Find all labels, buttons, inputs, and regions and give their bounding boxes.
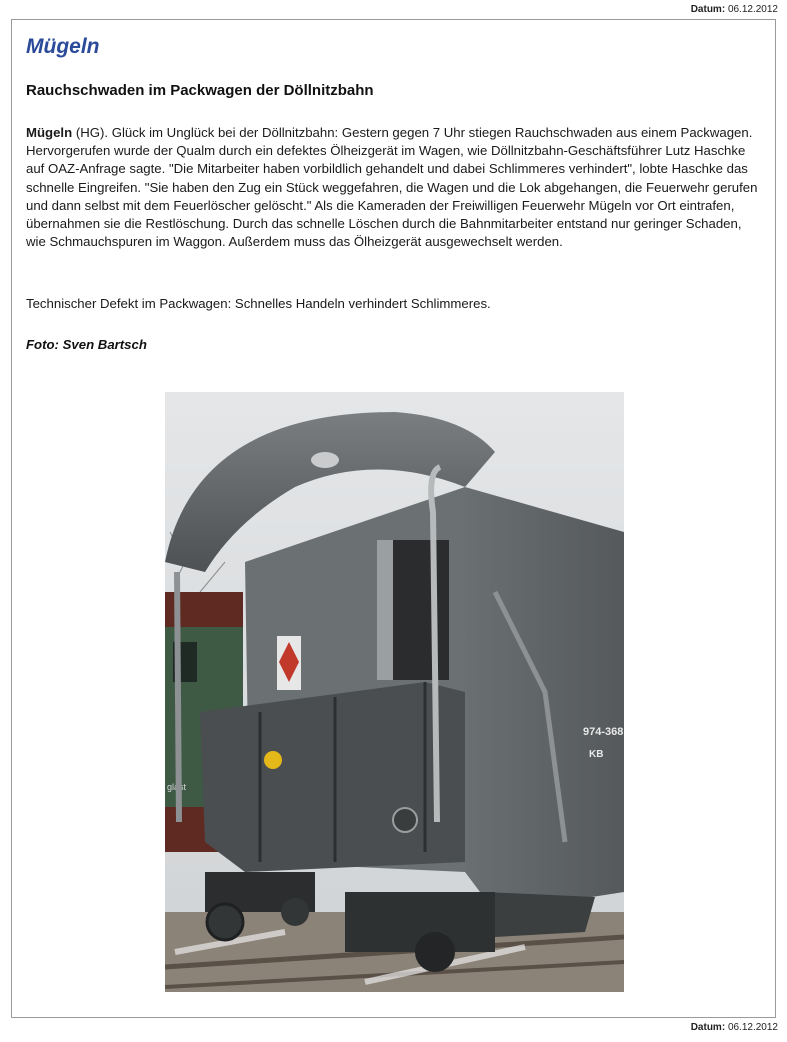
- adjacent-sign: glast: [167, 782, 187, 792]
- article-caption: Technischer Defekt im Packwagen: Schnelles Handeln verhindert Schlimmeres.: [26, 296, 491, 311]
- wagon-photo: [165, 392, 624, 992]
- yellow-valve: [264, 751, 282, 769]
- date-value: 06.12.2012: [727, 4, 778, 15]
- buffer: [207, 904, 243, 940]
- wheel: [415, 932, 455, 972]
- wagon-steps: [485, 892, 595, 937]
- footer-date-label: Datum:: [690, 1022, 726, 1033]
- date-header: [691, 4, 778, 15]
- article-city: Mügeln: [26, 35, 100, 58]
- coupler: [281, 898, 309, 926]
- photo-credit: Foto: Sven Bartsch: [26, 337, 147, 352]
- left-handrail: [177, 572, 179, 822]
- article-body-text: (HG). Glück im Unglück bei der Döllnitzbahn: Gestern gegen 7 Uhr stiegen Rauchschwaden aus einem Packwagen. Hervorgerufen wurde der Qualm durch ein defektes Ölheizgerät im Wagen, wie Döllnitzbahn-Geschäftsführer Lutz Haschke auf OAZ-Anfrage sagte. "Die Mitarbeiter haben vorbildlich gehandelt und dabei Schlimmeres verhindert", lobte Haschke das schnelle Eingreifen. "Sie haben den Zug ein Stück weggefahren, die Wagen und die Lok abgehangen, die Feuerwehr gerufen und dann selbst mit dem Feuerlöscher gelöscht." Als die Kameraden der Freiwilligen Feuerwehr Mügeln vor Ort eintrafen, übernahmen sie die Restlöschung. Durch das schnelle Löschen durch die Bahnmitarbeiter entstand nur geringer Schaden, wie Schmauchspuren im Waggon. Außerdem muss das Ölheizgerät ausgewechselt werden.: [26, 125, 758, 250]
- article-headline: Rauchschwaden im Packwagen der Döllnitzbahn: [26, 82, 374, 99]
- roof-lamp: [311, 452, 339, 468]
- wagon-number: 974-368: [583, 726, 624, 738]
- article-body: [26, 124, 761, 251]
- article-lead-place: Mügeln: [26, 125, 73, 140]
- brake-wheel: [393, 808, 417, 832]
- article-frame: [11, 19, 776, 1018]
- door-frame: [377, 540, 393, 680]
- date-footer: [691, 1022, 778, 1033]
- date-label: Datum:: [690, 4, 726, 15]
- wagon-mark: KB: [589, 749, 604, 760]
- footer-date-value: 06.12.2012: [727, 1022, 778, 1033]
